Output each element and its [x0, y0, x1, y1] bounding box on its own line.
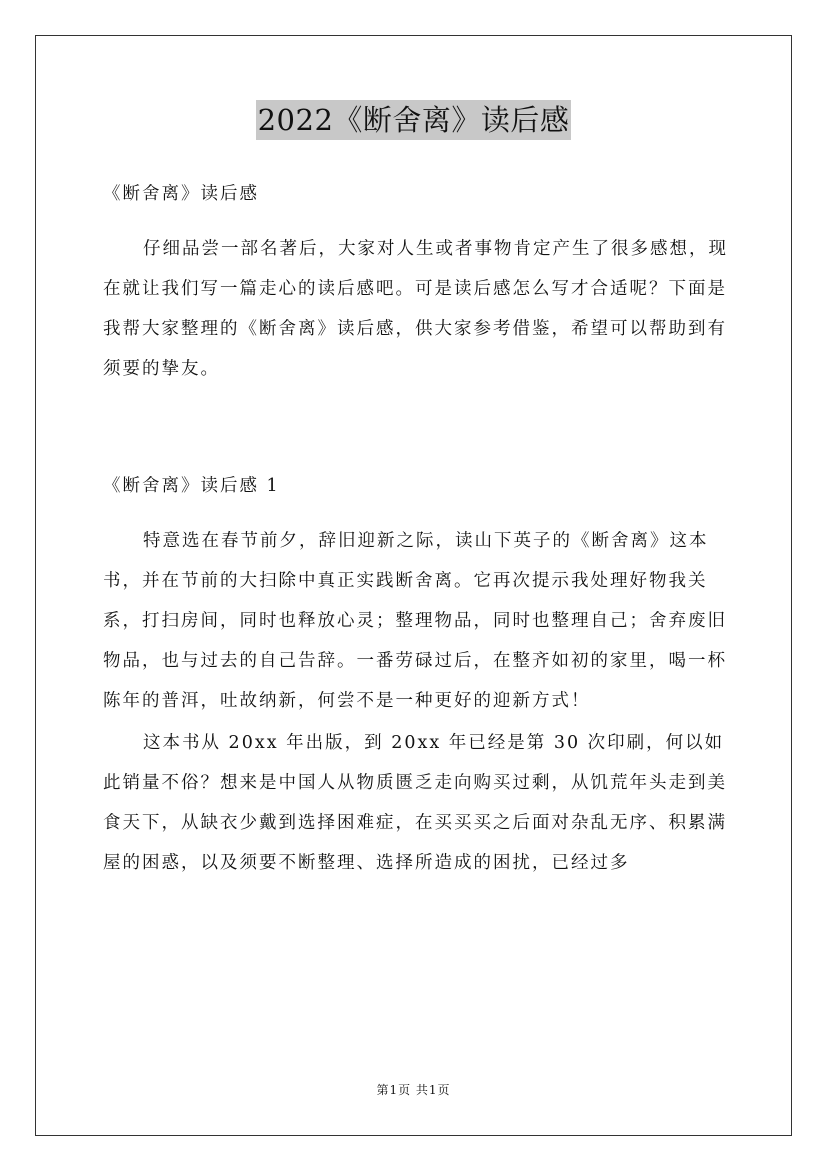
document-body [103, 174, 743, 883]
section1-heading: 《断舍离》读后感 1 [103, 476, 280, 496]
document-title: 2022《断舍离》读后感 [256, 100, 572, 140]
section-heading: 《断舍离》读后感 [103, 184, 259, 204]
section-gap [103, 389, 743, 466]
section1-paragraph-2: 这本书从 20xx 年出版，到 20xx 年已经是第 30 次印刷，何以如此销量不俗？想来是中国人从物质匮乏走向购买过剩，从饥荒年头走到美食天下，从缺衣少戴到选择困难症，在买买买之后面对杂乱无序、积累满屋的困惑，以及须要不断整理、选择所造成的困扰，已经过多 [103, 733, 727, 873]
title-wrap [0, 100, 827, 140]
section1-paragraph-1: 特意选在春节前夕，辞旧迎新之际，读山下英子的《断舍离》这本书，并在节前的大扫除中真正实践断舍离。它再次提示我处理好物我关系，打扫房间，同时也释放心灵；整理物品，同时也整理自己；舍弃废旧物品，也与过去的自己告辞。一番劳碌过后，在整齐如初的家里，喝一杯陈年的普洱，吐故纳新，何尝不是一种更好的迎新方式！ [103, 531, 727, 711]
intro-paragraph: 仔细品尝一部名著后，大家对人生或者事物肯定产生了很多感想，现在就让我们写一篇走心的读后感吧。可是读后感怎么写才合适呢？下面是我帮大家整理的《断舍离》读后感，供大家参考借鉴，希望可以帮助到有须要的挚友。 [103, 239, 728, 379]
page-footer: 第1页 共1页 [376, 1083, 451, 1097]
